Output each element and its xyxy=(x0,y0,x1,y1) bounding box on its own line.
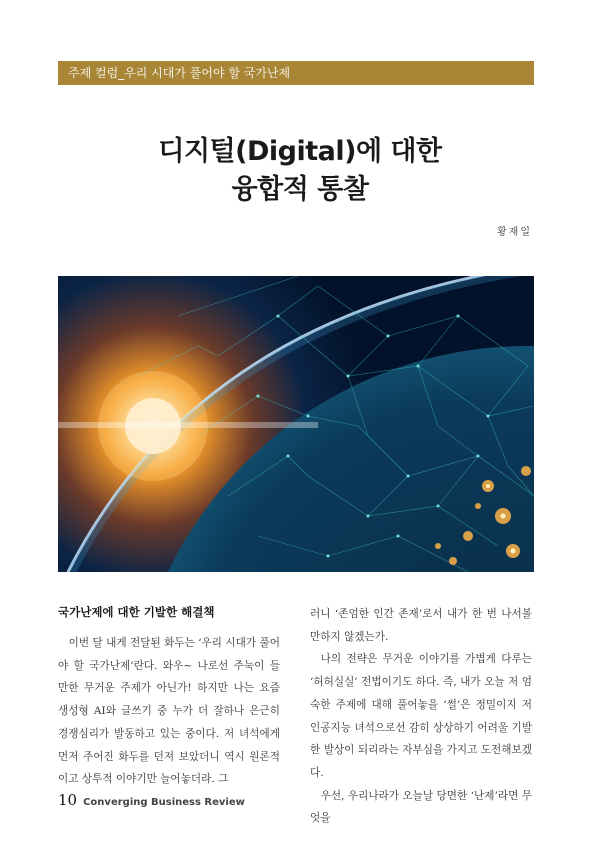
title-line-2: 융합적 통찰 xyxy=(231,174,369,205)
author-name: 황재일 xyxy=(497,227,532,238)
title-line-1: 디지털(Digital)에 대한 xyxy=(158,136,442,167)
magazine-name: Converging Business Review xyxy=(83,797,245,808)
page-footer xyxy=(58,791,245,811)
section-subhead: 국가난제에 대한 기발한 해결책 xyxy=(58,605,215,619)
section-band: 주제 컬럼_우리 시대가 풀어야 할 국가난제 xyxy=(58,61,534,85)
page-number: 10 xyxy=(58,791,78,809)
hero-image xyxy=(58,276,534,572)
body-paragraph: 이번 달 내게 전달된 화두는 ‘우리 시대가 풀어야 할 국가난제’란다. 와우~ 나로선 주눅이 들 만한 무거운 주제가 아닌가! 하지만 나는 요즘 생성형 AI와 글쓰기 중 누가 더 잘하나 은근히 경쟁심리가 발동하고 있는 중이다. 저 녀석에게 먼저 주어진 화두를 던져 보았더니 역시 원론적이고 상투적 이야기만 늘어놓더라. 그 xyxy=(58,637,280,786)
body-paragraph: 나의 전략은 무거운 이야기를 가볍게 다루는 ‘허허실실’ 전법이기도 하다. 즉, 내가 오늘 저 엄숙한 주제에 대해 풀어놓을 ‘썰’은 정밀이지 저 인공지능 녀석으로선 감히 상상하기 어려울 기발한 발상이 되리라는 자부심을 가지고 도전해보겠다. xyxy=(310,653,532,779)
earth-network-illustration xyxy=(58,276,534,572)
body-paragraph: 러니 ‘존엄한 인간 존재’로서 내가 한 번 나서볼 만하지 않겠는가. xyxy=(310,608,532,643)
column-left xyxy=(58,602,280,791)
body-paragraph: 우선, 우리나라가 오늘날 당면한 ‘난제’라면 무엇을 xyxy=(310,789,532,825)
article-title xyxy=(0,133,600,209)
column-right xyxy=(310,603,532,830)
